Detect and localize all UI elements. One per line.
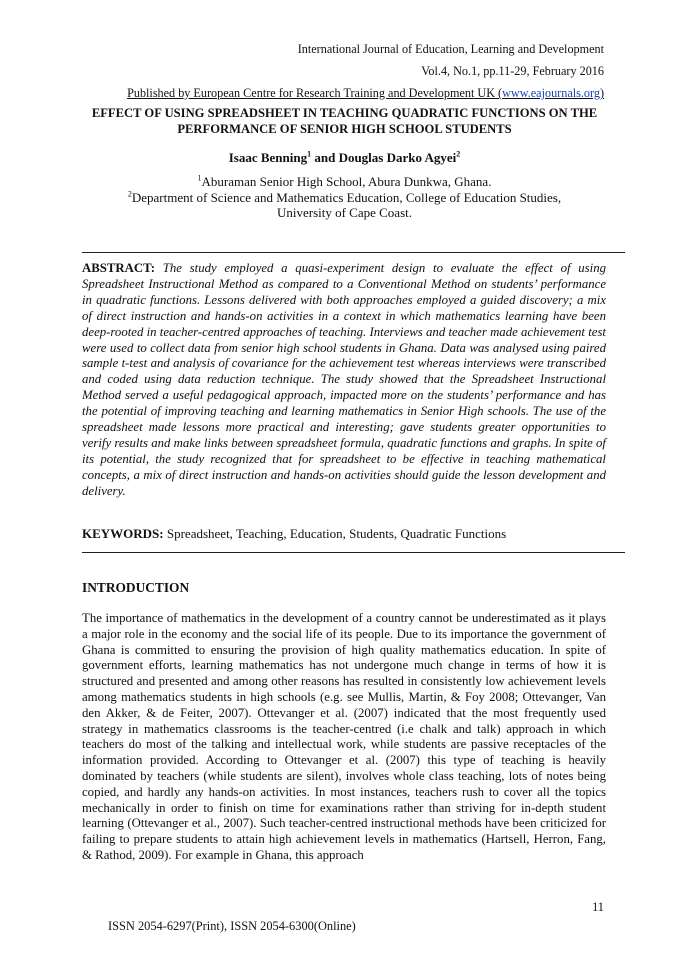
affiliation-1-text: Aburaman Senior High School, Abura Dunkwa, Ghana. xyxy=(201,174,492,189)
keywords-label: KEYWORDS: xyxy=(82,526,164,541)
author-2-mark: 2 xyxy=(456,149,461,159)
author-line xyxy=(82,150,607,166)
keywords-text: Spreadsheet, Teaching, Education, Students, Quadratic Functions xyxy=(166,526,507,541)
affiliation-2-mark: 2 xyxy=(127,189,132,199)
author-1: Isaac Benning xyxy=(228,150,308,165)
affiliation-1 xyxy=(82,174,607,190)
abstract xyxy=(82,261,606,500)
affiliation-1-mark: 1 xyxy=(197,173,202,183)
affiliation-2-line2: University of Cape Coast. xyxy=(276,205,413,220)
abstract-label: ABSTRACT: xyxy=(82,261,156,275)
publisher-suffix: ) xyxy=(599,86,604,100)
keywords xyxy=(82,526,606,542)
introduction-heading: INTRODUCTION xyxy=(82,580,190,595)
introduction-body: The importance of mathematics in the development of a country cannot be underestimated as it plays a major role in the economy and the social life of its people. Due to its importance the government of Ghana is committed to ensuring the provision of high quality mathematics education. In spite of government efforts, learning mathematics has not undergone much change in terms of how it is structured and presented and among other reasons has resulted in consistently low achievement levels among mathematics students in high schools (e.g. see Mullis, Martin, & Foy 2008; Ottevanger, Van den Akker, & de Feiter, 2007). Ottevanger et al. (2007) indicated that the most frequently used strategy in mathematics classrooms is the teacher-centred (i.e chalk and talk) approach in which teachers do most of the talking and intellectual work, while students are passive receptacles of the information provided. According to Ottevanger et al. (2007) this type of teaching is heavily dominated by teachers (while students are silent), involves whole class teaching, lots of notes being copied, and hardly any hands-on activities. In most instances, teachers rush to cover all the topics mechanically in order to finish on time for examinations rather than striving for in-depth student learning (Ottevanger et al., 2007). Such teacher-centred instructional methods have been criticized for failing to prepare students to attain high achievement levels in mathematics (Hartsell, Herron, Fang, & Rathod, 2009). For example in Ghana, this approach xyxy=(82,611,606,862)
publisher-url-link[interactable]: www.eajournals.org xyxy=(502,86,600,100)
publisher-prefix: Published by European Centre for Research Training and Development UK ( xyxy=(127,86,503,100)
page-number: 11 xyxy=(592,900,604,914)
affiliation-2 xyxy=(82,190,607,206)
affiliation-2-line1: Department of Science and Mathematics Education, College of Education Studies, xyxy=(131,189,562,205)
abstract-top-rule xyxy=(82,252,625,253)
author-1-mark: 1 xyxy=(307,149,312,159)
journal-name: International Journal of Education, Learning and Development xyxy=(297,42,604,56)
publisher-line xyxy=(88,86,604,100)
abstract-text: The study employed a quasi-experiment design to evaluate the effect of using Spreadsheet Instructional Method as compared to a Conventional Method on students’ performance in quadratic functions. Lessons delivered with both approaches employed a guided discovery; a mix of direct instruction and hands-on activities in a context in which mathematics learning have been deep-rooted in teacher-centred approaches of teaching. Interviews and teacher made achievement test were used to collect data from senior high school students in Ghana. Data was analysed using paired sample t-test and analysis of covariance for the achievement test whereas interviews were transcribed and coded using data reduction technique. The study showed that the Spreadsheet Instructional Method served a useful pedagogical approach, impacted more on the students’ performance and has the potential of improving teaching and learning mathematics in Senior High schools. The use of the spreadsheet made lessons more practical and interesting; gave students greater opportunities to verify results and make links between spreadsheet formula, quadratic functions and graphs. In spite of its potential, the study recognized that for spreadsheet to be effective in teaching mathematical concepts, a mix of direct instruction and hands-on activities should guide the lesson development and delivery. xyxy=(82,261,606,498)
author-2: Douglas Darko Agyei xyxy=(338,150,457,165)
keywords-bottom-rule xyxy=(82,552,625,553)
article-title: EFFECT OF USING SPREADSHEET IN TEACHING QUADRATIC FUNCTIONS ON THE PERFORMANCE OF SENIOR HIGH SCHOOL STUDENTS xyxy=(91,106,598,136)
issn-footer: ISSN 2054-6297(Print), ISSN 2054-6300(Online) xyxy=(108,919,356,933)
volume-info: Vol.4, No.1, pp.11-29, February 2016 xyxy=(421,64,604,78)
author-conjunction: and xyxy=(311,150,339,165)
affiliations xyxy=(82,174,607,221)
